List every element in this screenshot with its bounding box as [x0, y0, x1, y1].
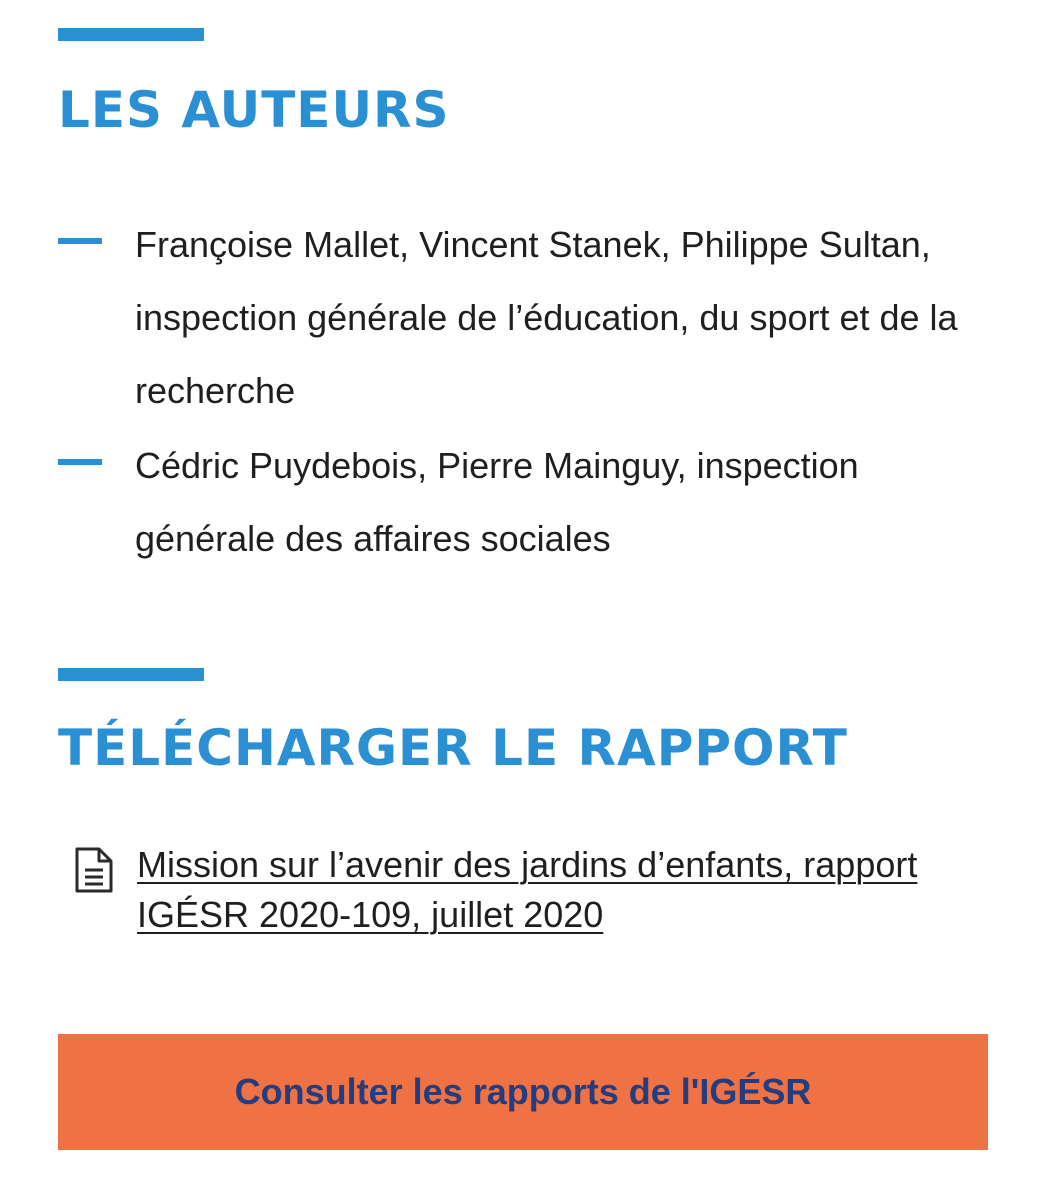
authors-section — [58, 28, 988, 559]
download-section — [58, 668, 988, 935]
report-download-row — [74, 840, 954, 940]
authors-heading: LES AUTEURS — [58, 81, 450, 139]
author-text: Cédric Puydebois, Pierre Mainguy, inspection générale des affaires sociales — [135, 445, 859, 559]
dash-bullet-icon — [58, 238, 102, 244]
report-download-link[interactable]: Mission sur l’avenir des jardins d’enfants, rapport IGÉSR 2020-109, juillet 2020 — [137, 844, 918, 935]
document-icon — [74, 846, 114, 894]
list-item — [58, 429, 958, 575]
download-heading: TÉLÉCHARGER LE RAPPORT — [58, 719, 848, 777]
dash-bullet-icon — [58, 459, 102, 465]
section-accent-bar — [58, 28, 204, 41]
authors-list — [58, 208, 958, 577]
section-accent-bar — [58, 668, 204, 681]
author-text: Françoise Mallet, Vincent Stanek, Philippe Sultan, inspection générale de l’éducation, du sport et de la recherche — [135, 224, 958, 411]
browse-reports-button[interactable]: Consulter les rapports de l'IGÉSR — [58, 1034, 988, 1150]
list-item — [58, 208, 958, 427]
